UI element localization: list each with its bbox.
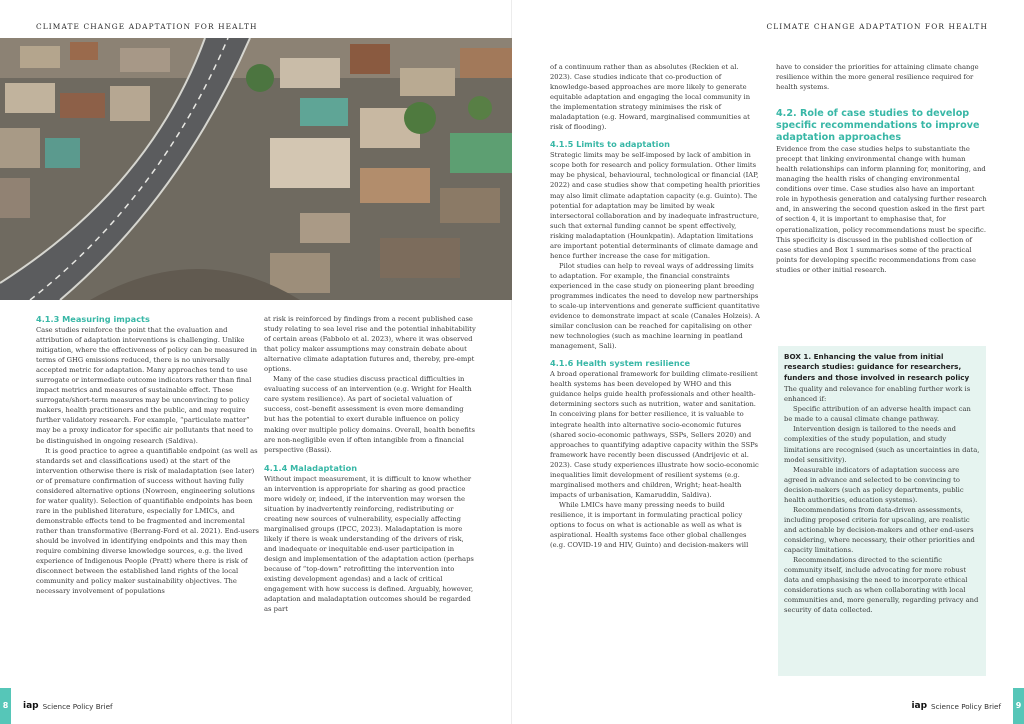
section-heading-4-2: 4.2. Role of case studies to develop specific recommendations to improve adaptation approaches: [776, 108, 980, 144]
footer-brand-right: [911, 701, 1001, 711]
box-paragraph: Specific attribution of an adverse health impact can be made to a causal climate change pathway.: [784, 405, 971, 424]
footer-brand-text: Science Policy Brief: [931, 701, 1001, 711]
column-4: [776, 62, 988, 275]
iap-logo: iap: [23, 701, 39, 711]
box-paragraph: The quality and relevance for enabling further work is enhanced if:: [784, 385, 971, 404]
aerial-city-photo: [0, 38, 512, 300]
paragraph: Many of the case studies discuss practical difficulties in evaluating success of an intervention (e.g. Wright for Health care system resilience). As part of societal valuation of success, cost–benefit assessment is even more demanding but has the potential to exert durable influence on policy making over multiple policy domains. Overall, health benefits are non-negligible even if often intangible from a financial perspective (Bassi).: [264, 375, 475, 454]
footer-right: [911, 688, 1024, 724]
footer-left: [0, 688, 113, 724]
column-2: [264, 314, 476, 614]
column-1: [36, 314, 260, 596]
running-header-right: CLIMATE CHANGE ADAPTATION FOR HEALTH: [766, 22, 988, 31]
paragraph: Evidence from the case studies helps to substantiate the precept that linking environmental change with human health relationships can inform planning for, monitoring, and managing the health risks of changing environmental conditions over time. Case studies also have an important role in hypothesis generation and catalysing further research and, in answering the second question asked in the first part of section 4, it is important to emphasise that, for operationalization, policy recommendations must be specific. This specificity is discussed in the published collection of case studies and Box 1 summarises some of the practical points for developing specific recommendations from case studies or other initial research.: [776, 145, 987, 274]
box-paragraph: Recommendations from data-driven assessments, including proposed criteria for upscaling, are realistic and actionable by decision-makers and other end-users considering, where necessary, their other priorities and capacity limitations.: [784, 505, 975, 554]
paragraph: A broad operational framework for building climate-resilient health systems has been developed by WHO and this guidance helps guide health professionals and other health-determining sectors such as nutrition, water and sanitation. In conceiving plans for better resilience, it is valuable to integrate health into alternative socio-economic futures (shared socio-economic pathways, SSPs, Sellers 2020) and approaches to quantifying adaptive capacity within the SSPs framework have recently been discussed (Andrijevic et al. 2023). Case study experiences illustrate how socio-economic inequalities limit development of resilient systems (e.g. marginalised mothers and children, Wright; heat-health impacts of urbanisation, Kamaruddin, Saldiva).: [550, 370, 759, 499]
paragraph: Without impact measurement, it is difficult to know whether an intervention is appropriate for sharing as good practice more widely or, indeed, if the intervention may worsen the situation by inadvertently reinforcing, redistributing or creating new sources of vulnerability, especially affecting marginalised groups (IPCC, 2023). Maladaptation is more likely if there is weak understanding of the drivers of risk, and inadequate or inequitable end-user participation in design and implementation of the adaptation action (perhaps because of “top-down” retrofitting the intervention into existing development agendas) and a lack of critical engagement with how success is defined. Arguably, however, adaptation and maladaptation outcomes should be regarded as part: [264, 474, 474, 614]
box-title: BOX 1. Enhancing the value from initial research studies: guidance for researchers, funders and those involved in research policy: [784, 352, 970, 382]
paragraph: While LMICs have many pressing needs to build resilience, it is important in formulating practical policy options to focus on what is actionable as well as what is aspirational. Health systems face other global challenges (e.g. COVID-19 and HIV, Guinto) and decision-makers will: [550, 500, 749, 550]
paragraph: have to consider the priorities for attaining climate change resilience within the more general resilience required for health systems.: [776, 63, 979, 92]
page-number-right: 9: [1013, 688, 1024, 724]
paragraph: Pilot studies can help to reveal ways of addressing limits to adaptation. For example, the financial constraints experienced in the case study on pioneering plant breeding programmes indicates the need to develop new partnerships to scale-up interventions and generate sufficient quantitative evidence to demonstrate impact at scale (Canales Holzeis). A similar conclusion can be reached for capitalising on other new technologies (such as machine learning in peatland management, Sali).: [550, 261, 760, 351]
box-paragraph: Intervention design is tailored to the needs and complexities of the study population, and study limitations are recognised (such as uncertainties in data, model sensitivity).: [784, 425, 980, 464]
aerial-city-highway-photo: [0, 38, 512, 300]
page-number-left: 8: [0, 688, 11, 724]
paragraph: Strategic limits may be self-imposed by lack of ambition in scope both for research and policy formulation. Other limits may be physical, behavioural, technological or financial (IAP, 2022) and case studies show that competing health priorities may also limit climate adaptation capacity (e.g. Guinto). The potential for adaptation may be limited by weak intersectoral collaboration and by inadequate infrastructure, such that external funding cannot be spent effectively, risking maladaptation (Hounkpatin). Adaptation limitations are important potential determinants of climate damage and hence further increase the case for mitigation.: [550, 151, 761, 260]
paragraph: Case studies reinforce the point that the evaluation and attribution of adaptation interventions is challenging. Unlike mitigation, where the effectiveness of policy can be measured in terms of GHG emissions reduced, there is no universally accepted metric for adaptation. Many approaches tend to use surrogate or intermediate outcome indicators rather than final impact metrics and measures of sustainable effect. These surrogate/short-term measures may be unconvincing to policy makers, health practitioners and the public, and may require further validatory research. For example, “particulate matter” may be a proxy indicator for specific air pollutants that need to be distinguished in ongoing research (Saldiva).: [36, 326, 258, 445]
iap-logo: iap: [911, 701, 928, 711]
column-3: [550, 62, 760, 550]
footer-brand-left: [23, 701, 113, 711]
section-heading-4-1-5: 4.1.5 Limits to adaptation: [550, 139, 670, 150]
running-header-left: CLIMATE CHANGE ADAPTATION FOR HEALTH: [36, 22, 258, 31]
box-1: [778, 346, 986, 676]
box-paragraph: Recommendations directed to the scientific community itself, include advocating for more robust data and emphasising the need to incorporate ethical considerations such as when collaborating with local communities and, more generally, regarding privacy and security of data collected.: [784, 556, 979, 615]
paragraph: of a continuum rather than as absolutes (Reckien et al. 2023). Case studies indicate that co-production of knowledge-based approaches are more likely to generate equitable adaptation and engaging the local community in the implementation strategy minimises the risk of maladaptation (e.g. Howard, marginalised communities at risk of flooding).: [550, 63, 751, 132]
footer-brand-text: Science Policy Brief: [42, 701, 113, 711]
section-heading-4-1-3: 4.1.3 Measuring impacts: [36, 314, 150, 324]
section-heading-4-1-4: 4.1.4 Maladaptation: [264, 462, 358, 473]
box-paragraph: Measurable indicators of adaptation success are agreed in advance and selected to be convincing to decision-makers (such as policy departments, public health authorities, education systems).: [784, 465, 964, 504]
paragraph: It is good practice to agree a quantifiable endpoint (as well as standards set and classifications used) at the start of the intervention otherwise there is risk of maladaptation (see later) or of premature confirmation of success without having fully considered alternative options (Nowreen, engineering solutions for water quality). Selection of quantifiable endpoints has been rare in the published literature, especially for LMICs, and demonstrable effects tend to be fragmented and incremental rather than transformative (Berrang-Ford et al. 2021). End-users should be involved in identifying endpoints and this may then require combining diverse knowledge sources, e.g. the lived experience of Indigenous People (Pratt) where there is risk of disconnect between the established land rights of the local community and policy maker sustainability objectives. The necessary involvement of populations: [36, 446, 259, 596]
section-heading-4-1-6: 4.1.6 Health system resilience: [550, 358, 691, 369]
paragraph: at risk is reinforced by findings from a recent published case study relating to sea level rise and the potential inhabitability of certain areas (Fabbolo et al. 2023), where it was observed that policy maker assumptions may constrain debate about alternative climate adaptation futures and, thereby, pre-empt options.: [264, 315, 476, 374]
